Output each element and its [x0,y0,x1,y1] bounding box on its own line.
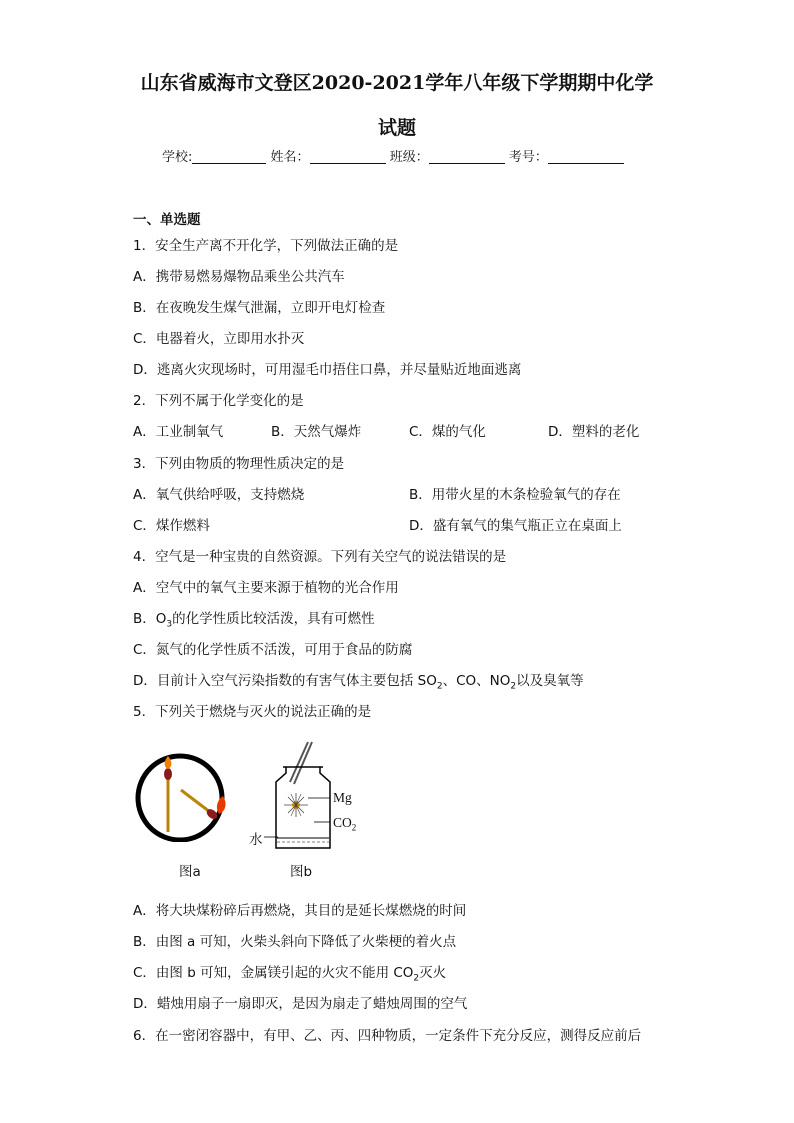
subscript: 3 [166,619,173,630]
subscript: 2 [436,681,443,692]
label-water: 水 [249,832,263,848]
option-b-text-post: 的化学性质比较活泼，具有可燃性 [172,611,375,627]
question-4-option-b [133,607,375,630]
class-label: 班级： [389,150,429,165]
figure-a-label: 图a [179,864,201,880]
slanted-match-stick [181,790,210,812]
question-2-option-d: D．塑料的老化 [548,424,640,440]
question-3-option-d: D．盛有氧气的集气瓶正立在桌面上 [409,518,622,534]
slanted-match-flame-icon [217,796,226,814]
document-title-line2: 试题 [377,117,416,139]
question-2-option-c: C．煤的气化 [409,424,486,440]
student-info-row [162,146,624,165]
question-1-option-b: B．在夜晚发生煤气泄漏，立即开电灯检查 [133,300,386,316]
question-3-option-a: A．氧气供给呼吸，支持燃烧 [133,487,305,503]
figure-b-label: 图b [290,864,313,880]
school-blank[interactable] [192,149,266,164]
question-5-option-d: D．蜡烛用扇子一扇即灭，是因为扇走了蜡烛周围的空气 [133,996,468,1012]
question-1-option-c: C．电器着火，立即用水扑灭 [133,331,305,347]
exam-no-label: 考号： [508,150,548,165]
question-2-option-b: B．天然气爆炸 [271,424,362,440]
name-blank[interactable] [310,149,386,164]
subscript: 2 [351,822,357,833]
exam-no-blank[interactable] [548,149,624,164]
class-blank[interactable] [429,149,505,164]
question-5-option-b: B．由图 a 可知，火柴头斜向下降低了火柴梗的着火点 [133,934,457,950]
label-co2 [333,815,356,833]
section-heading: 一、单选题 [133,212,201,228]
option-b-text-pre: B．O [133,611,167,627]
name-label: 姓名： [270,150,310,165]
burning-mg-starburst [284,793,308,817]
question-1-stem: 1．安全生产离不开化学，下列做法正确的是 [133,238,399,254]
question-6-stem: 6．在一密闭容器中，有甲、乙、丙、四种物质，一定条件下充分反应，测得反应前后 [133,1028,642,1044]
school-label: 学校: [162,150,193,165]
subscript: 2 [413,973,420,984]
question-4-option-c: C．氮气的化学性质不活泼，可用于食品的防腐 [133,642,413,658]
question-4-option-d [133,669,584,692]
question-2-option-a: A．工业制氧气 [133,424,224,440]
question-4-stem: 4．空气是一种宝贵的自然资源。下列有关空气的说法错误的是 [133,549,507,565]
question-2-stem: 2．下列不属于化学变化的是 [133,393,304,409]
gas-jar-outline [276,767,330,848]
question-3-stem: 3．下列由物质的物理性质决定的是 [133,456,345,472]
option-d-text-mid: 、CO、NO [442,673,511,689]
option-d-text-post: 以及臭氧等 [516,673,584,689]
label-co2-text: CO [333,815,352,830]
question-3-option-c: C．煤作燃料 [133,518,210,534]
document-title-line1: 山东省威海市文登区2020-2021学年八年级下学期期中化学 [140,72,654,94]
figure-a-matches [133,752,243,842]
option-c-text-post: 灭火 [419,965,447,981]
upright-match-head [164,768,172,780]
figure-a-circle [138,756,222,840]
question-5-option-a: A．将大块煤粉碎后再燃烧，其目的是延长煤燃烧的时间 [133,903,467,919]
option-c-text-pre: C．由图 b 可知，金属镁引起的火灾不能用 CO [133,965,414,981]
question-1-option-d: D．逃离火灾现场时，可用湿毛巾捂住口鼻，并尽量贴近地面逃离 [133,362,522,378]
tongs-line-2 [294,742,312,784]
subscript: 2 [510,681,517,692]
question-5-stem: 5．下列关于燃烧与灭火的说法正确的是 [133,704,372,720]
label-mg: Mg [333,790,352,805]
question-5-option-c [133,961,446,984]
question-3-option-b: B．用带火星的木条检验氧气的存在 [409,487,621,503]
question-1-option-a: A．携带易燃易爆物品乘坐公共汽车 [133,269,345,285]
question-4-option-a: A．空气中的氧气主要来源于植物的光合作用 [133,580,399,596]
option-d-text-pre: D．目前计入空气污染指数的有害气体主要包括 SO [133,673,437,689]
tongs-line-1 [290,742,308,782]
